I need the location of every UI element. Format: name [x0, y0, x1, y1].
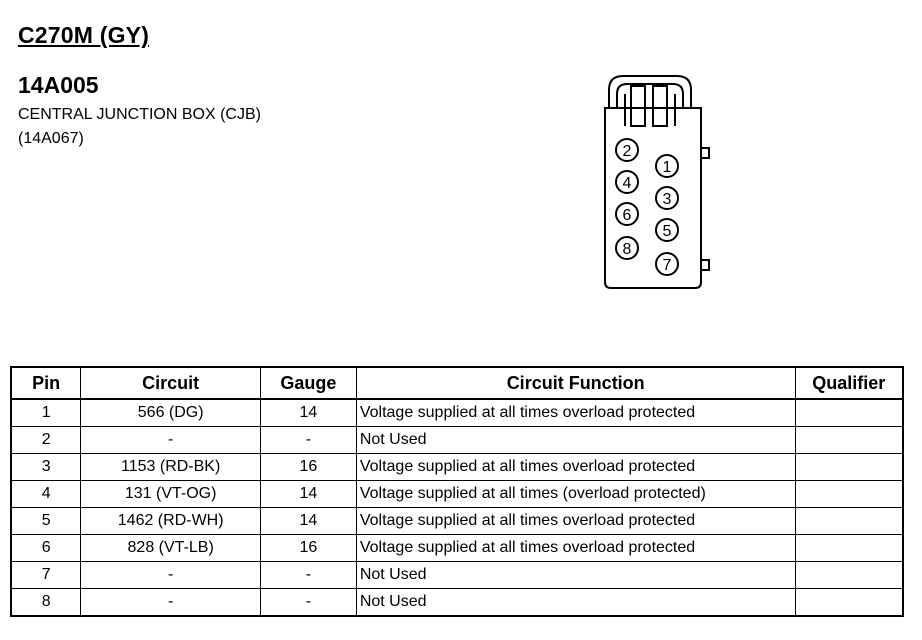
header-circuit-function: Circuit Function: [356, 367, 795, 399]
circuit-function-cell: Voltage supplied at all times overload protected: [356, 399, 795, 427]
gauge-cell: 16: [260, 454, 356, 481]
qualifier-cell: [795, 427, 903, 454]
qualifier-cell: [795, 535, 903, 562]
table-row: [11, 562, 903, 589]
header-pin: Pin: [11, 367, 81, 399]
circuit-function-cell: Voltage supplied at all times (overload protected): [356, 481, 795, 508]
connector-face-diagram: [595, 68, 715, 294]
qualifier-cell: [795, 399, 903, 427]
header-circuit: Circuit: [81, 367, 261, 399]
pin-cell: 2: [11, 427, 81, 454]
pin-cell: 7: [11, 562, 81, 589]
qualifier-cell: [795, 562, 903, 589]
qualifier-cell: [795, 481, 903, 508]
pin-cell: 8: [11, 589, 81, 617]
pin-6-label: 6: [622, 207, 632, 224]
circuit-cell: -: [81, 562, 261, 589]
pin-cell: 3: [11, 454, 81, 481]
qualifier-cell: [795, 454, 903, 481]
connector-id: C270M (GY): [18, 22, 150, 48]
pin-cell: 1: [11, 399, 81, 427]
gauge-cell: -: [260, 427, 356, 454]
pin-1-label: 1: [662, 159, 672, 176]
circuit-cell: -: [81, 589, 261, 617]
component-description: CENTRAL JUNCTION BOX (CJB): [18, 106, 261, 123]
pin-5-label: 5: [662, 223, 672, 240]
gauge-cell: 14: [260, 399, 356, 427]
table-row: [11, 589, 903, 617]
pin-8-label: 8: [622, 241, 632, 258]
qualifier-cell: [795, 589, 903, 617]
circuit-function-cell: Voltage supplied at all times overload protected: [356, 454, 795, 481]
table-row: [11, 481, 903, 508]
table-row: [11, 508, 903, 535]
table-row: [11, 454, 903, 481]
pin-2-label: 2: [622, 143, 632, 160]
circuit-cell: 1153 (RD-BK): [81, 454, 261, 481]
circuit-cell: 828 (VT-LB): [81, 535, 261, 562]
table-row: [11, 535, 903, 562]
circuit-cell: 1462 (RD-WH): [81, 508, 261, 535]
circuit-function-cell: Voltage supplied at all times overload protected: [356, 535, 795, 562]
gauge-cell: 14: [260, 481, 356, 508]
pin-cell: 6: [11, 535, 81, 562]
circuit-function-cell: Not Used: [356, 427, 795, 454]
gauge-cell: 16: [260, 535, 356, 562]
component-reference: (14A067): [18, 130, 84, 147]
circuit-cell: 566 (DG): [81, 399, 261, 427]
circuit-cell: 131 (VT-OG): [81, 481, 261, 508]
pin-4-label: 4: [622, 175, 632, 192]
gauge-cell: -: [260, 589, 356, 617]
pin-3-label: 3: [662, 191, 672, 208]
gauge-cell: -: [260, 562, 356, 589]
table-header-row: [11, 367, 903, 399]
header-qualifier: Qualifier: [795, 367, 903, 399]
part-number: 14A005: [18, 72, 99, 98]
circuit-function-cell: Voltage supplied at all times overload protected: [356, 508, 795, 535]
gauge-cell: 14: [260, 508, 356, 535]
table-row: [11, 427, 903, 454]
header-gauge: Gauge: [260, 367, 356, 399]
table-row: [11, 399, 903, 427]
circuit-function-cell: Not Used: [356, 562, 795, 589]
pin-cell: 4: [11, 481, 81, 508]
circuit-cell: -: [81, 427, 261, 454]
circuit-function-cell: Not Used: [356, 589, 795, 617]
pin-cell: 5: [11, 508, 81, 535]
pinout-table: [10, 366, 904, 617]
qualifier-cell: [795, 508, 903, 535]
pin-7-label: 7: [662, 257, 672, 274]
